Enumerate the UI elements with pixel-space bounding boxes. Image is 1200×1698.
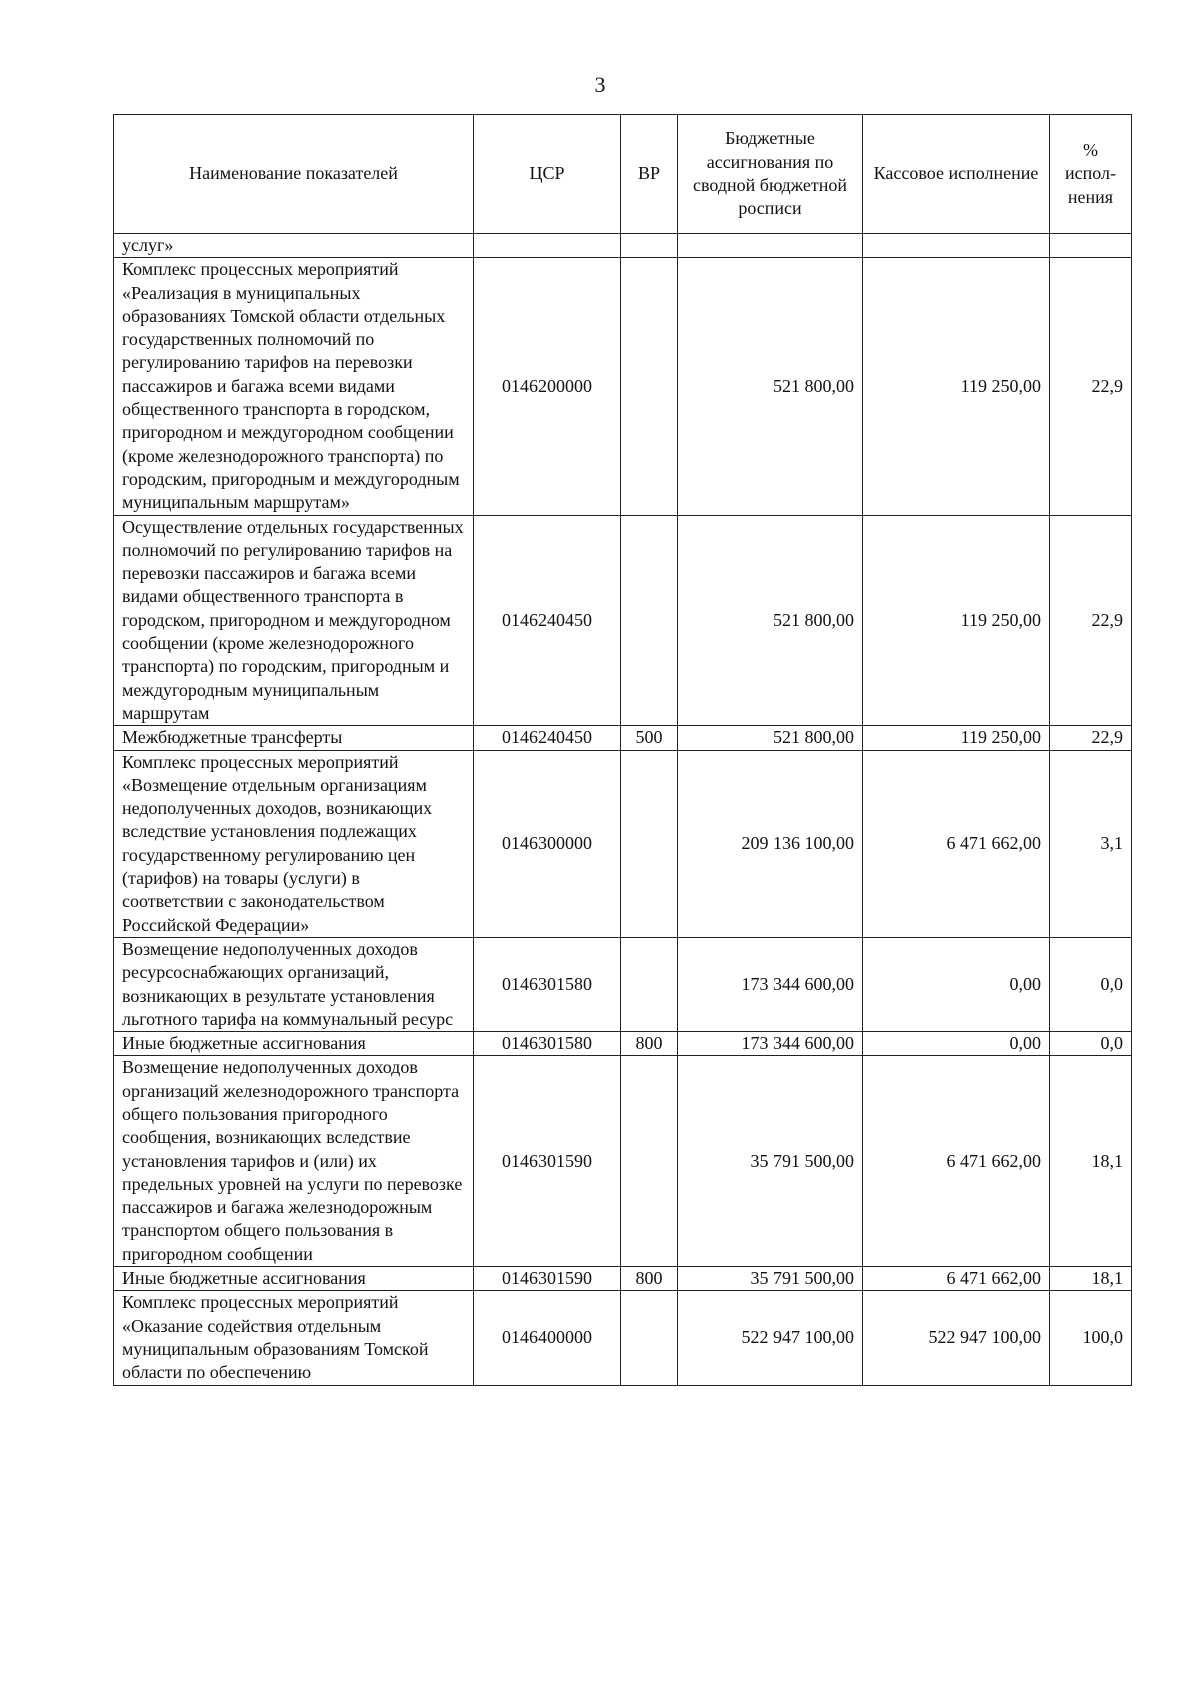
row-pct (1050, 234, 1132, 258)
row-assign: 521 800,00 (678, 726, 863, 750)
table-row (114, 1267, 1132, 1291)
row-exec: 0,00 (863, 937, 1050, 1031)
table-header-row (114, 115, 1132, 234)
row-pct: 0,0 (1050, 937, 1132, 1031)
row-csr: 0146240450 (474, 515, 621, 726)
table-row (114, 1032, 1132, 1056)
row-pct: 22,9 (1050, 726, 1132, 750)
row-name: услуг» (114, 234, 474, 258)
header-name: Наименование показателей (114, 115, 474, 234)
row-name: Комплекс процессных мероприятий «Возмещение отдельным организациям недополученных доходов, возникающих вследствие установления подлежащих государственному регулированию цен (тарифов) на товары (услуги) в соответствии с законодательством Российской Федерации» (114, 750, 474, 937)
row-exec: 119 250,00 (863, 258, 1050, 515)
row-vr (621, 1056, 678, 1267)
row-pct: 18,1 (1050, 1056, 1132, 1267)
row-pct: 100,0 (1050, 1291, 1132, 1385)
row-assign: 173 344 600,00 (678, 1032, 863, 1056)
row-pct: 0,0 (1050, 1032, 1132, 1056)
row-pct: 22,9 (1050, 515, 1132, 726)
row-name: Возмещение недополученных доходов организаций железнодорожного транспорта общего пользования пригородного сообщения, возникающих вследствие установления тарифов и (или) их предельных уровней на услуги по перевозке пассажиров и багажа железнодорожным транспортом общего пользования в пригородном сообщении (114, 1056, 474, 1267)
row-exec: 6 471 662,00 (863, 1267, 1050, 1291)
row-name: Иные бюджетные ассигнования (114, 1267, 474, 1291)
row-name: Комплекс процессных мероприятий «Реализация в муниципальных образованиях Томской области отдельных государственных полномочий по регулированию тарифов на перевозки пассажиров и багажа всеми видами общественного транспорта в городском, пригородном и междугородном сообщении (кроме железнодорожного транспорта) по городским, пригородным и междугородным муниципальным маршрутам» (114, 258, 474, 515)
row-vr: 800 (621, 1267, 678, 1291)
row-assign (678, 234, 863, 258)
row-csr (474, 234, 621, 258)
row-csr: 0146301580 (474, 937, 621, 1031)
header-vr: ВР (621, 115, 678, 234)
header-pct: % испол-нения (1050, 115, 1132, 234)
row-name: Осуществление отдельных государственных полномочий по регулированию тарифов на перевозки пассажиров и багажа всеми видами общественного транспорта в городском, пригородном и междугородном сообщении (кроме железнодорожного транспорта) по городским, пригородным и междугородным муниципальным маршрутам (114, 515, 474, 726)
budget-table (113, 114, 1132, 1386)
row-vr (621, 1291, 678, 1385)
row-name: Иные бюджетные ассигнования (114, 1032, 474, 1056)
row-exec: 119 250,00 (863, 515, 1050, 726)
header-assign: Бюджетные ассигнования по сводной бюджетной росписи (678, 115, 863, 234)
header-exec: Кассовое исполнение (863, 115, 1050, 234)
row-name: Комплекс процессных мероприятий «Оказание содействия отдельным муниципальным образованиям Томской области по обеспечению (114, 1291, 474, 1385)
row-csr: 0146400000 (474, 1291, 621, 1385)
row-name: Возмещение недополученных доходов ресурсоснабжающих организаций, возникающих в результате установления льготного тарифа на коммунальный ресурс (114, 937, 474, 1031)
row-csr: 0146300000 (474, 750, 621, 937)
row-exec: 6 471 662,00 (863, 750, 1050, 937)
row-assign: 35 791 500,00 (678, 1267, 863, 1291)
row-exec: 522 947 100,00 (863, 1291, 1050, 1385)
header-csr: ЦСР (474, 115, 621, 234)
row-assign: 209 136 100,00 (678, 750, 863, 937)
row-name: Межбюджетные трансферты (114, 726, 474, 750)
row-vr: 500 (621, 726, 678, 750)
row-vr (621, 515, 678, 726)
row-exec (863, 234, 1050, 258)
table-row (114, 1291, 1132, 1385)
row-assign: 521 800,00 (678, 258, 863, 515)
row-vr: 800 (621, 1032, 678, 1056)
row-vr (621, 750, 678, 937)
row-exec: 6 471 662,00 (863, 1056, 1050, 1267)
table-row (114, 258, 1132, 515)
table-row (114, 515, 1132, 726)
table-row (114, 1056, 1132, 1267)
row-pct: 22,9 (1050, 258, 1132, 515)
row-assign: 173 344 600,00 (678, 937, 863, 1031)
table-row (114, 750, 1132, 937)
row-exec: 0,00 (863, 1032, 1050, 1056)
row-csr: 0146301590 (474, 1056, 621, 1267)
row-exec: 119 250,00 (863, 726, 1050, 750)
row-vr (621, 258, 678, 515)
row-csr: 0146240450 (474, 726, 621, 750)
row-assign: 521 800,00 (678, 515, 863, 726)
row-csr: 0146301590 (474, 1267, 621, 1291)
row-assign: 522 947 100,00 (678, 1291, 863, 1385)
row-vr (621, 234, 678, 258)
table-row (114, 234, 1132, 258)
row-assign: 35 791 500,00 (678, 1056, 863, 1267)
row-csr: 0146200000 (474, 258, 621, 515)
row-pct: 3,1 (1050, 750, 1132, 937)
row-vr (621, 937, 678, 1031)
row-csr: 0146301580 (474, 1032, 621, 1056)
row-pct: 18,1 (1050, 1267, 1132, 1291)
table-row (114, 937, 1132, 1031)
table-row (114, 726, 1132, 750)
page-number: 3 (594, 72, 606, 97)
